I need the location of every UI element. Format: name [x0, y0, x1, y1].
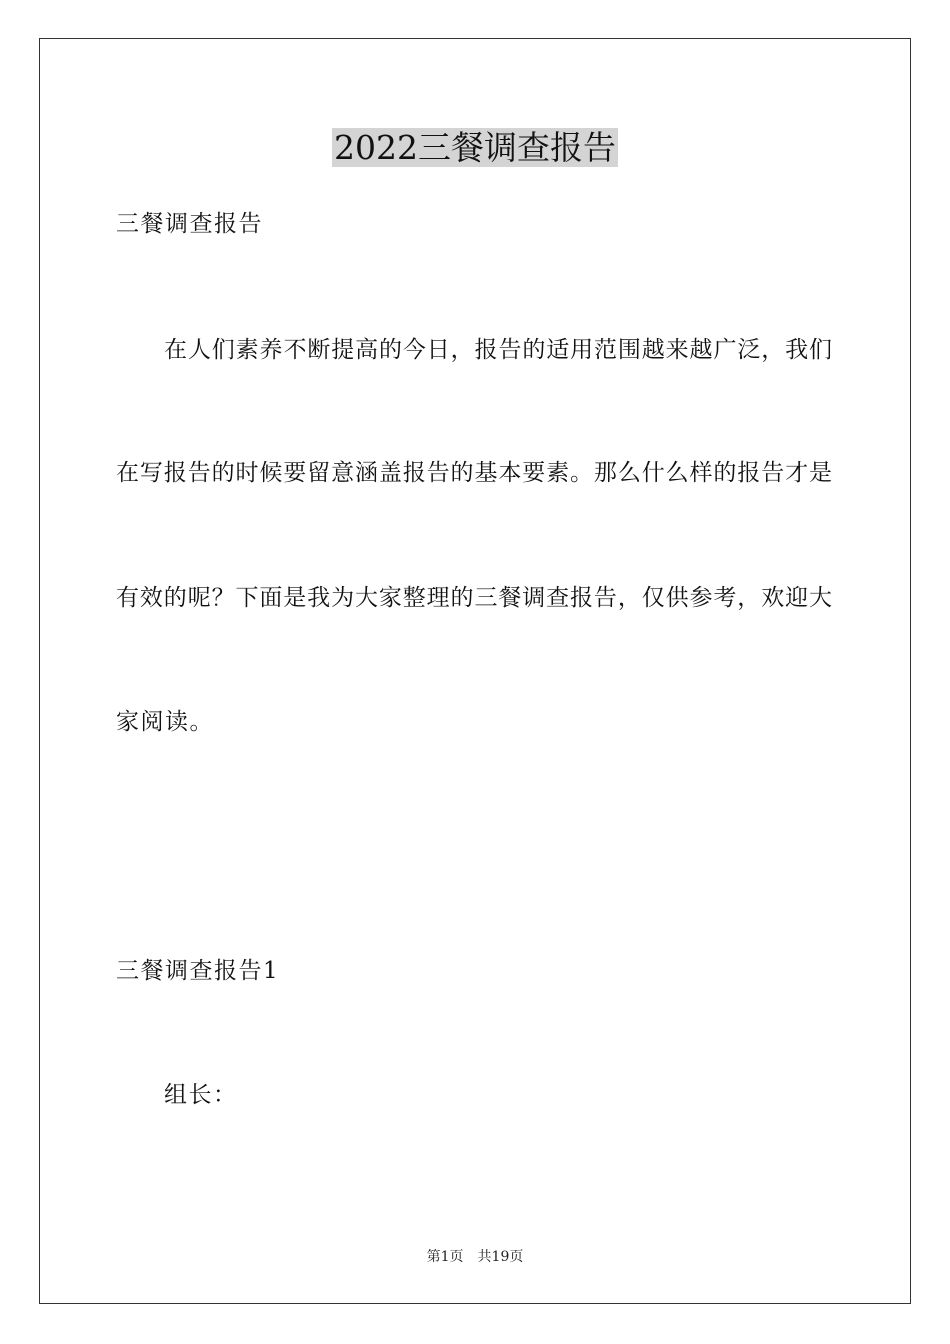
group-leader-label: 组长：: [164, 1082, 238, 1108]
intro-line-2: 在写报告的时候要留意涵盖报告的基本要素。那么什么样的报告才是: [116, 460, 832, 486]
section-heading: 三餐调查报告1: [116, 958, 280, 984]
document-subtitle: 三餐调查报告: [116, 211, 263, 237]
page-number: 第1页: [426, 1249, 464, 1265]
document-title-text: 2022三餐调查报告: [334, 128, 616, 167]
page-footer: [0, 1247, 950, 1267]
document-title: [0, 126, 950, 170]
intro-line-1: 在人们素养不断提高的今日，报告的适用范围越来越广泛，我们: [164, 337, 832, 363]
page-total: 共19页: [477, 1249, 524, 1265]
intro-line-4: 家阅读。: [116, 709, 214, 735]
intro-line-3: 有效的呢？下面是我为大家整理的三餐调查报告，仅供参考，欢迎大: [116, 585, 832, 611]
